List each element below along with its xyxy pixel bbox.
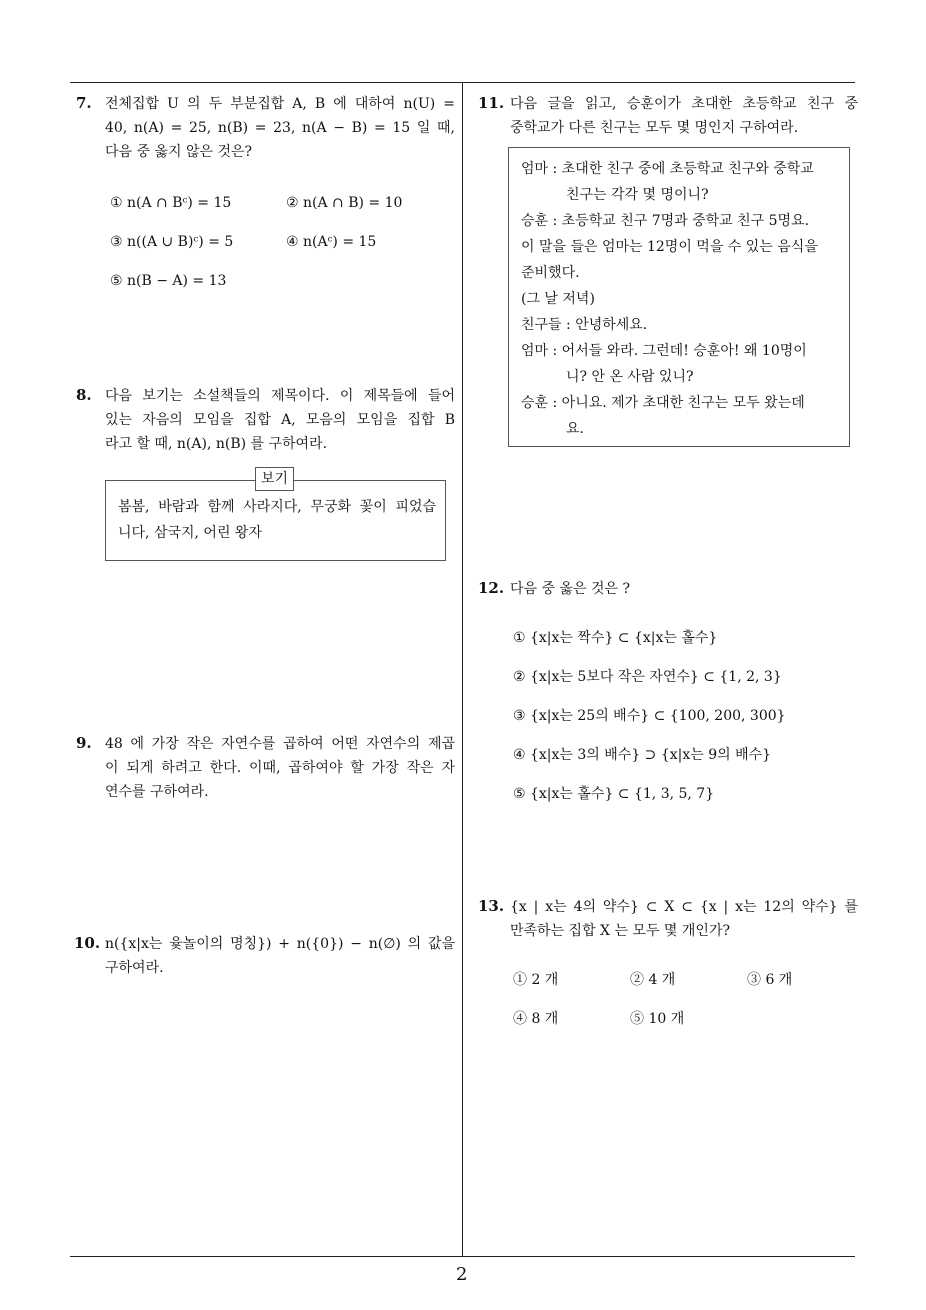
- dialog-line: 승훈 : 초등학교 친구 7명과 중학교 친구 5명요.: [521, 213, 810, 229]
- option-1: ① {x|x는 짝수} ⊂ {x|x는 홀수}: [513, 630, 718, 646]
- dialog-line: (그 날 저녁): [521, 291, 595, 307]
- text-line: 봄봄, 바람과 함께 사라지다, 무궁화 꽃이 피었습: [118, 499, 436, 515]
- question-text: [105, 932, 455, 980]
- dialog-line: 니? 안 온 사람 있니?: [566, 369, 694, 385]
- column-divider: [462, 82, 463, 1257]
- question-text: [510, 895, 858, 943]
- text-line: 다음 글을 읽고, 승훈이가 초대한 초등학교 친구 중: [510, 96, 858, 112]
- dialog-content: [521, 156, 839, 442]
- dialog-line: 요.: [566, 421, 584, 437]
- dialog-line: 엄마 : 어서들 와라. 그런데! 승훈아! 왜 10명이: [521, 343, 807, 359]
- question-number: 12.: [478, 579, 505, 597]
- option-3: ③ 6 개: [747, 972, 793, 988]
- dialog-line: 준비했다.: [521, 265, 580, 281]
- dialog-line: 엄마 : 초대한 친구 중에 초등학교 친구와 중학교: [521, 161, 814, 177]
- text-line: 라고 할 때, n(A), n(B) 를 구하여라.: [105, 436, 328, 452]
- option-2: ② n(A ∩ B) = 10: [286, 195, 403, 211]
- text-line: 전체집합 U 의 두 부분집합 A, B 에 대하여 n(U) =: [105, 96, 455, 112]
- text-line: 이 되게 하려고 한다. 이때, 곱하여야 할 가장 작은 자: [105, 760, 455, 776]
- question-text: [510, 92, 858, 140]
- question-text: [105, 384, 455, 456]
- dialog-line: 이 말을 들은 엄마는 12명이 먹을 수 있는 음식을: [521, 239, 818, 255]
- option-5: ⑤ {x|x는 홀수} ⊂ {1, 3, 5, 7}: [513, 786, 715, 802]
- option-1: ① 2 개: [513, 972, 559, 988]
- question-text: [105, 92, 455, 164]
- dialog-line: 친구들 : 안녕하세요.: [521, 317, 648, 333]
- example-box-label: 보기: [255, 467, 294, 491]
- bottom-rule: [70, 1256, 855, 1257]
- text-line: {x | x는 4의 약수} ⊂ X ⊂ {x | x는 12의 약수} 를: [510, 899, 858, 915]
- dialog-line: 승훈 : 아니요. 제가 초대한 친구는 모두 왔는데: [521, 395, 805, 411]
- question-number: 7.: [76, 94, 92, 112]
- text-line: 48 에 가장 작은 자연수를 곱하여 어떤 자연수의 제곱: [105, 736, 455, 752]
- text-line: 니다, 삼국지, 어린 왕자: [118, 525, 262, 541]
- text-line: 연수를 구하여라.: [105, 784, 209, 800]
- dialog-line: 친구는 각각 몇 명이니?: [566, 187, 709, 203]
- text-line: 중학교가 다른 친구는 모두 몇 명인지 구하여라.: [510, 120, 799, 136]
- page-number: 2: [456, 1264, 468, 1285]
- text-line: 구하여라.: [105, 960, 164, 976]
- option-2: ② 4 개: [630, 972, 676, 988]
- text-line: 다음 중 옳지 않은 것은?: [105, 144, 253, 160]
- text-line: 다음 보기는 소설책들의 제목이다. 이 제목들에 들어: [105, 388, 455, 404]
- option-5: ⑤ n(B − A) = 13: [110, 273, 227, 289]
- option-1: ① n(A ∩ Bᶜ) = 15: [110, 195, 232, 211]
- option-3: ③ {x|x는 25의 배수} ⊂ {100, 200, 300}: [513, 708, 786, 724]
- question-number: 10.: [74, 934, 101, 952]
- text-line: 있는 자음의 모임을 집합 A, 모음의 모임을 집합 B: [105, 412, 455, 428]
- question-number: 8.: [76, 386, 92, 404]
- option-4: ④ {x|x는 3의 배수} ⊃ {x|x는 9의 배수}: [513, 747, 772, 763]
- option-3: ③ n((A ∪ B)ᶜ) = 5: [110, 234, 234, 250]
- question-number: 11.: [478, 94, 505, 112]
- question-number: 13.: [478, 897, 505, 915]
- text-line: 40, n(A) = 25, n(B) = 23, n(A − B) = 15 일 때,: [105, 120, 455, 136]
- example-box-content: [118, 494, 436, 546]
- option-2: ② {x|x는 5보다 작은 자연수} ⊂ {1, 2, 3}: [513, 669, 782, 685]
- option-5: ⑤ 10 개: [630, 1011, 685, 1027]
- text-line: 만족하는 집합 X 는 모두 몇 개인가?: [510, 923, 730, 939]
- question-text: 다음 중 옳은 것은 ?: [510, 581, 630, 597]
- option-4: ④ 8 개: [513, 1011, 559, 1027]
- text-line: n({x|x는 윷놀이의 명칭}) + n({0}) − n(∅) 의 값을: [105, 936, 455, 952]
- question-number: 9.: [76, 734, 92, 752]
- question-text: [105, 732, 455, 804]
- option-4: ④ n(Aᶜ) = 15: [286, 234, 377, 250]
